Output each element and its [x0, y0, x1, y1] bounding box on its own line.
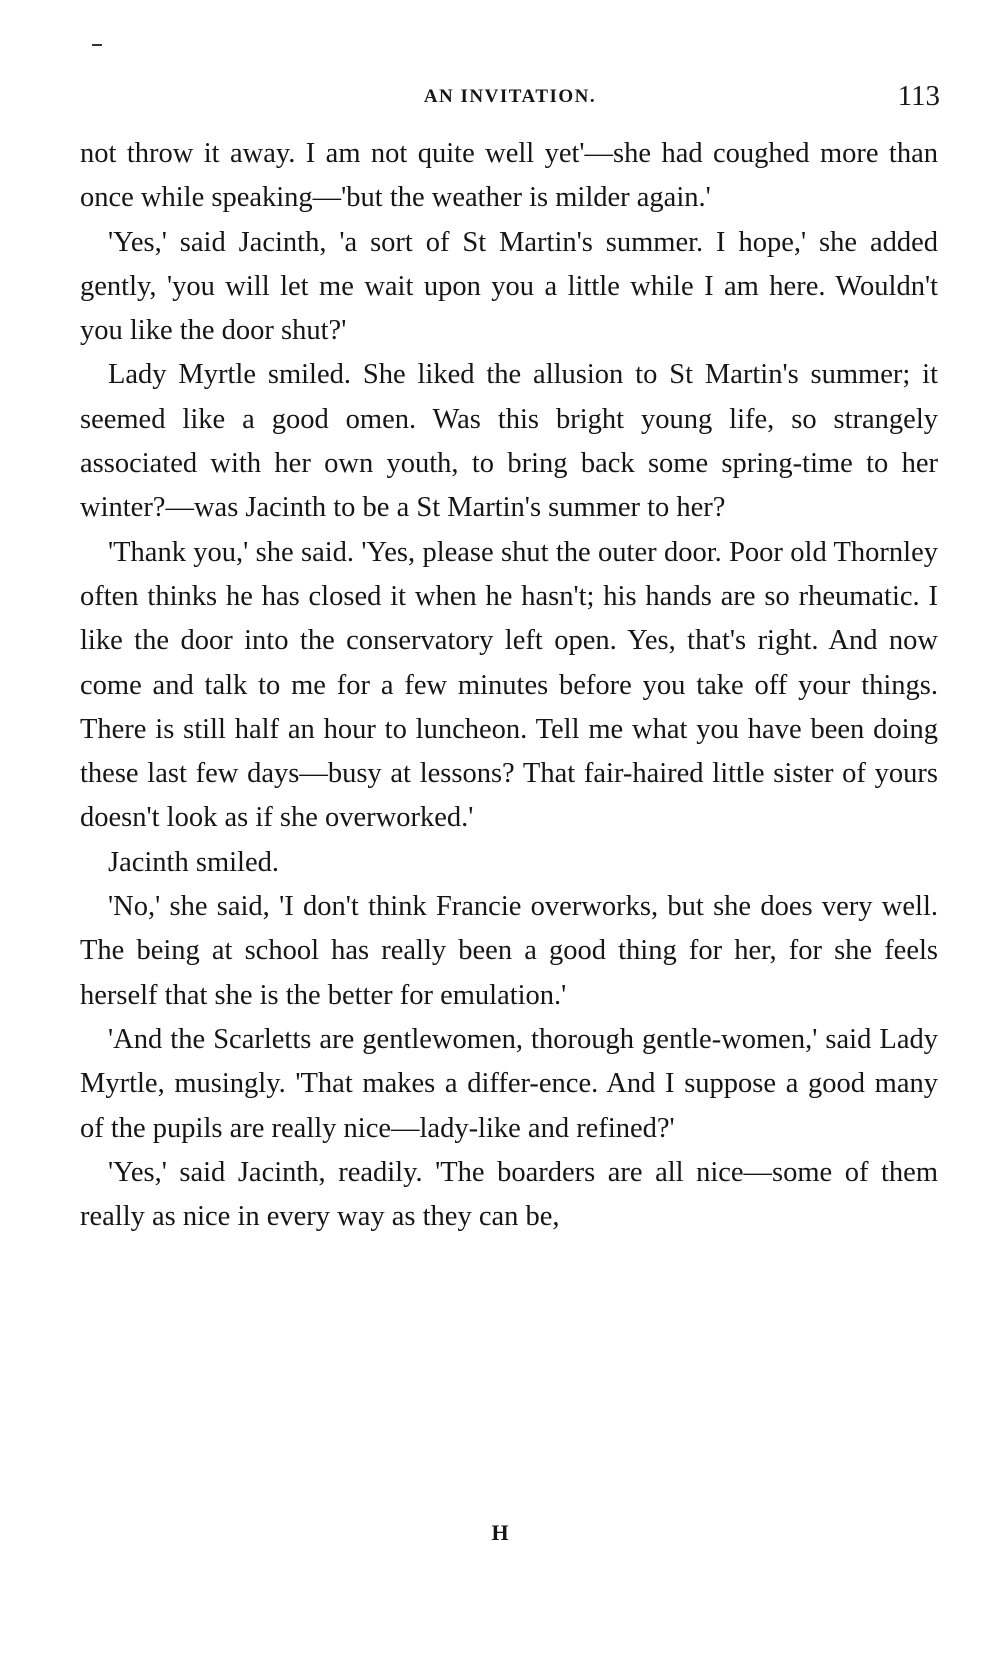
page-header — [80, 80, 940, 120]
paragraph-6: 'No,' she said, 'I don't think Francie overworks, but she does very well. The being at school has really been a good thing for her, for she feels herself that she is the better for emulation.' — [80, 891, 938, 1011]
body-text — [80, 132, 938, 1239]
signature-mark: H — [491, 1520, 509, 1545]
paragraph-3: Lady Myrtle smiled. She liked the allusion to St Martin's summer; it seemed like a good omen. Was this bright young life, so strangely associated with her own youth, to bring back some spring-time to her winter?—was Jacinth to be a St Martin's summer to her? — [80, 359, 938, 524]
paragraph-7: 'And the Scarletts are gentlewomen, thorough gentle-women,' said Lady Myrtle, musingly. 'That makes a differ-ence. And I suppose a good many of the pupils are really nice—lady-like and refined?' — [80, 1023, 938, 1144]
running-title: AN INVITATION. — [423, 86, 597, 107]
print-speck — [92, 44, 102, 46]
paragraph-1: not throw it away. I am not quite well yet'—she had coughed more than once while speaking—'but the weather is milder again.' — [80, 138, 938, 214]
paragraph-2: 'Yes,' said Jacinth, 'a sort of St Martin's summer. I hope,' she added gently, 'you will let me wait upon you a little while I am here. Wouldn't you like the door shut?' — [80, 226, 938, 347]
page-number: 113 — [897, 80, 940, 112]
paragraph-8: 'Yes,' said Jacinth, readily. 'The boarders are all nice—some of them really as nice in every way as they can be, — [80, 1156, 938, 1233]
paragraph-5: Jacinth smiled. — [108, 846, 279, 878]
paragraph-4: 'Thank you,' she said. 'Yes, please shut the outer door. Poor old Thornley often thinks he has closed it when he hasn't; his hands are so rheumatic. I like the door into the conservatory left open. Yes, that's right. And now come and talk to me for a few minutes before you take off your things. There is still half an hour to luncheon. Tell me what you have been doing these last few days—busy at lessons? That fair-haired little sister of yours doesn't look as if she overworked.' — [80, 536, 938, 834]
